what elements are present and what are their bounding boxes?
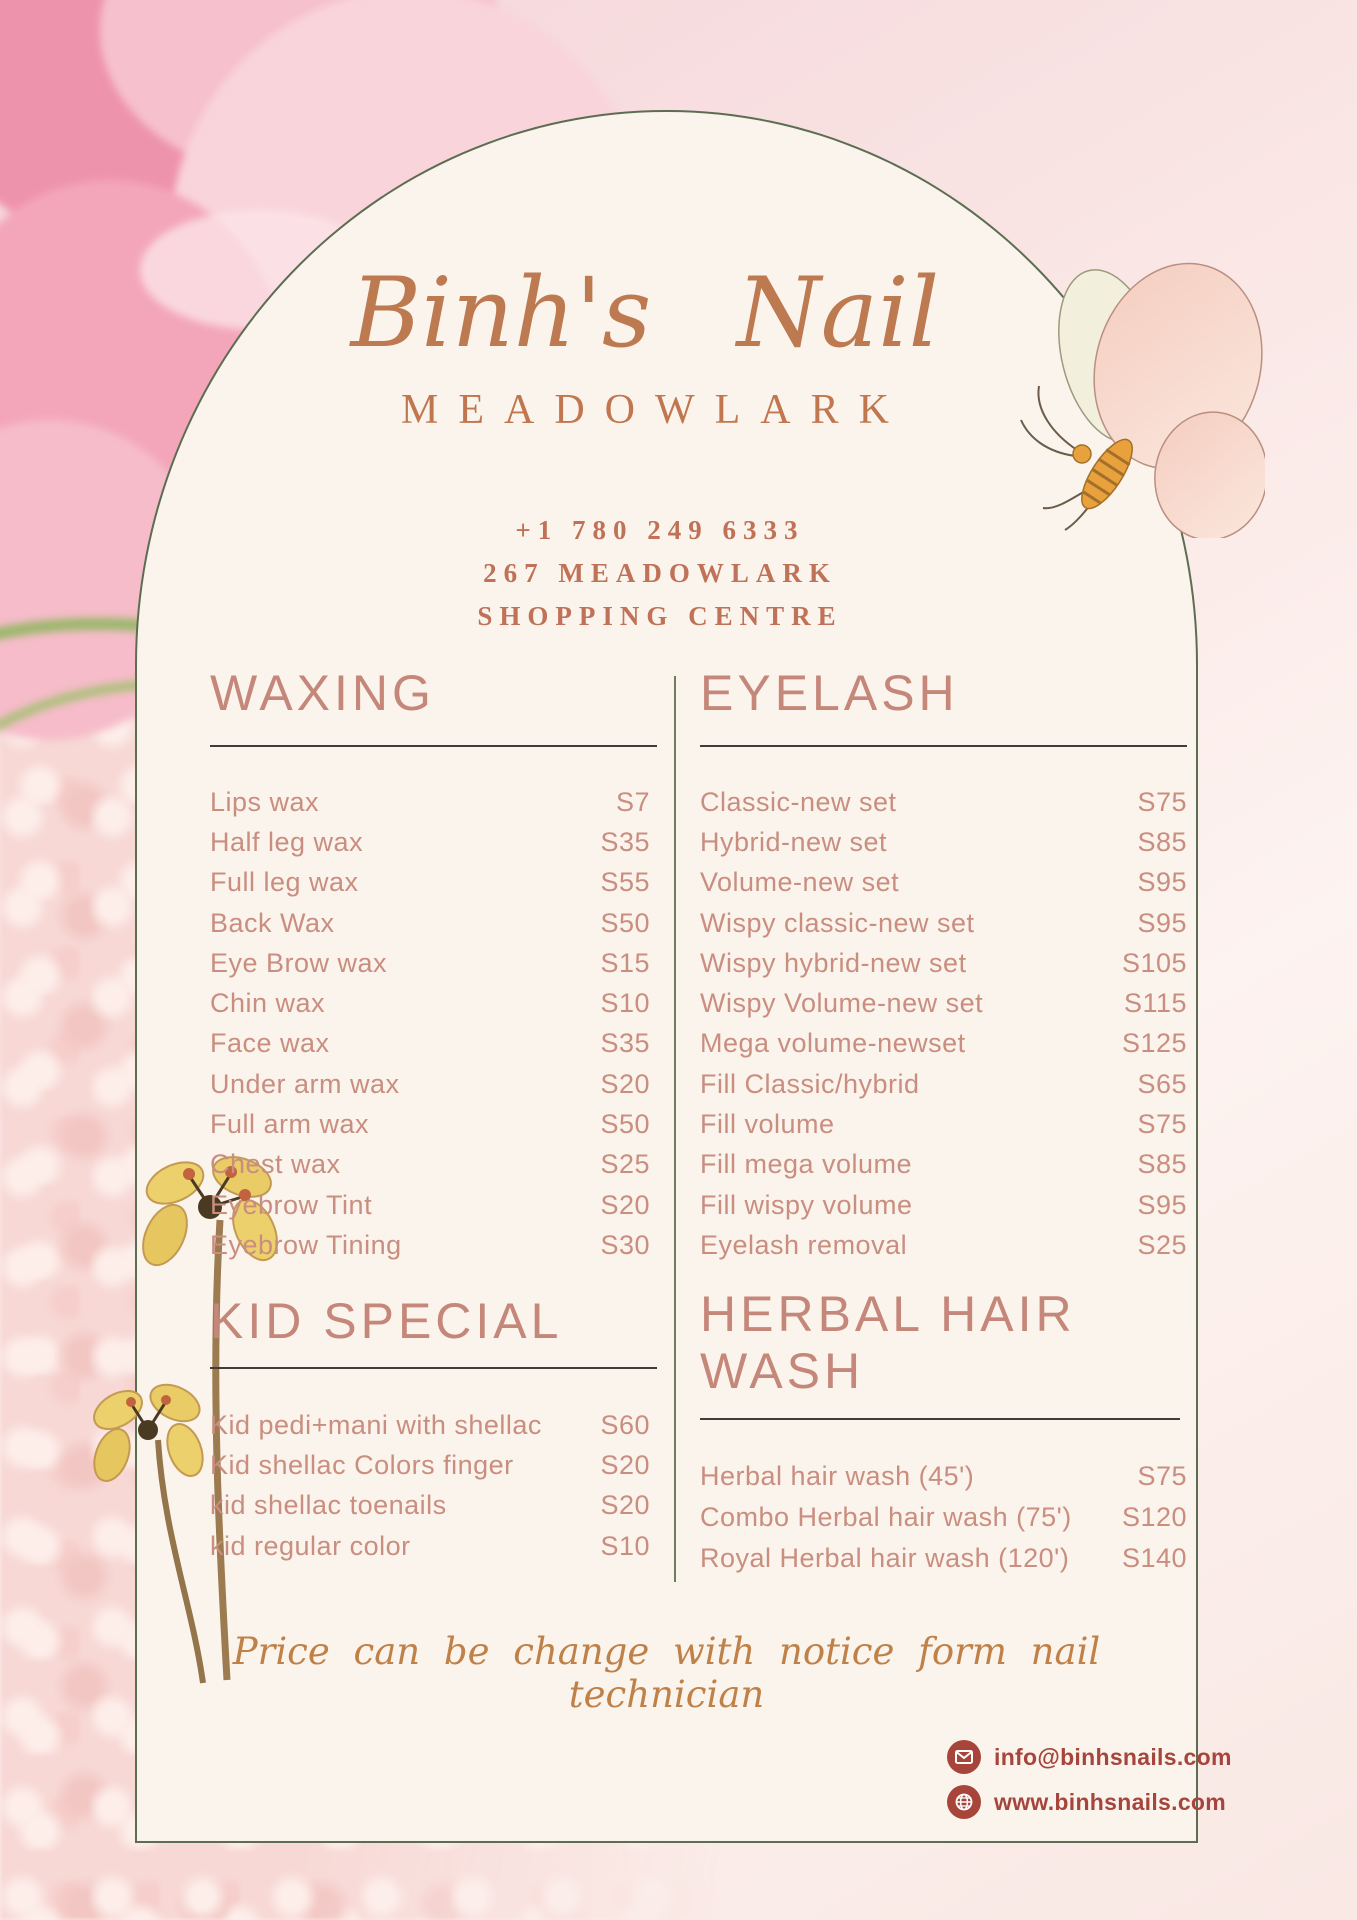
waxing-list <box>210 782 650 1266</box>
menu-item-label: kid regular color <box>210 1530 411 1561</box>
kid-special-list <box>210 1405 650 1566</box>
address-line-2: SHOPPING CENTRE <box>477 601 843 631</box>
menu-item-price: S75 <box>1137 1461 1187 1491</box>
menu-item <box>700 1064 1187 1104</box>
menu-item <box>210 1024 650 1064</box>
menu-item <box>210 1486 650 1526</box>
brand-script-title: Binh's Nail <box>350 257 940 369</box>
menu-item-price: S20 <box>600 1068 650 1099</box>
menu-item <box>700 1185 1187 1225</box>
rule-eyelash <box>700 745 1187 747</box>
menu-item-label: Back Wax <box>210 907 335 938</box>
menu-item <box>210 1526 650 1566</box>
menu-item <box>700 863 1187 903</box>
menu-item-label: Wispy classic-new set <box>700 907 975 938</box>
envelope-icon <box>947 1740 981 1774</box>
menu-item-label: Fill Classic/hybrid <box>700 1068 920 1099</box>
menu-item-price: S7 <box>615 786 650 817</box>
menu-item-label: Classic-new set <box>700 786 897 817</box>
menu-item-price: S95 <box>1137 907 1187 938</box>
price-disclaimer-note: Price can be change with notice form nail technician <box>232 1630 1101 1716</box>
menu-item-price: S95 <box>1137 1189 1187 1220</box>
menu-item <box>700 903 1187 943</box>
menu-item <box>700 983 1187 1023</box>
menu-item <box>210 1445 650 1485</box>
herbal-title-line1: HERBAL HAIR <box>700 1286 1076 1342</box>
menu-item-price: S75 <box>1137 786 1187 817</box>
menu-item <box>210 1104 650 1144</box>
eyelash-list <box>700 782 1187 1266</box>
menu-item-price: S35 <box>600 1028 650 1059</box>
menu-item-label: Mega volume-newset <box>700 1028 966 1059</box>
menu-item-label: Full arm wax <box>210 1109 370 1140</box>
phone-number: +1 780 249 6333 <box>515 515 805 545</box>
menu-item-price: S115 <box>1123 988 1187 1019</box>
menu-item-label: Under arm wax <box>210 1068 400 1099</box>
menu-item-price: S105 <box>1121 947 1187 978</box>
menu-item-price: S30 <box>600 1229 650 1260</box>
menu-item-label: Wispy hybrid-new set <box>700 947 967 978</box>
menu-item <box>210 983 650 1023</box>
section-title-kid-special: KID SPECIAL <box>210 1293 563 1349</box>
menu-item-price: S10 <box>600 988 650 1019</box>
menu-item-label: Eye Brow wax <box>210 947 388 978</box>
menu-item <box>210 863 650 903</box>
menu-item <box>700 943 1187 983</box>
menu-item-price: S60 <box>600 1409 650 1440</box>
menu-item <box>700 1538 1187 1579</box>
footer-contact-block <box>947 1740 1232 1819</box>
menu-item-label: Kid pedi+mani with shellac <box>210 1409 542 1440</box>
menu-item-price: S95 <box>1137 867 1187 898</box>
herbal-list <box>700 1456 1187 1579</box>
menu-item-price: S65 <box>1137 1068 1187 1099</box>
menu-item <box>210 1405 650 1445</box>
menu-item <box>210 903 650 943</box>
menu-item-label: Face wax <box>210 1028 330 1059</box>
menu-item-label: Fill wispy volume <box>700 1189 913 1220</box>
email-row[interactable] <box>947 1740 1232 1774</box>
menu-item <box>210 782 650 822</box>
menu-item-label: Royal Herbal hair wash (120') <box>700 1543 1070 1573</box>
column-divider <box>674 676 676 1582</box>
menu-item-label: Half leg wax <box>210 826 364 857</box>
flower-bottom <box>87 1378 209 1486</box>
menu-item <box>700 822 1187 862</box>
menu-item-label: Chin wax <box>210 988 326 1019</box>
menu-item <box>210 943 650 983</box>
menu-item-price: S85 <box>1137 826 1187 857</box>
menu-item-price: S85 <box>1137 1149 1187 1180</box>
menu-item-price: S15 <box>600 947 650 978</box>
menu-item <box>210 1185 650 1225</box>
menu-item <box>700 1497 1187 1538</box>
menu-item-price: S120 <box>1121 1502 1187 1532</box>
website-row[interactable] <box>947 1785 1232 1819</box>
rule-herbal <box>700 1418 1180 1420</box>
menu-item-price: S35 <box>600 826 650 857</box>
menu-item-label: Combo Herbal hair wash (75') <box>700 1502 1072 1532</box>
menu-item <box>210 822 650 862</box>
rule-kid-special <box>210 1367 657 1369</box>
menu-item <box>210 1145 650 1185</box>
menu-item-label: Chest wax <box>210 1149 341 1180</box>
menu-item-label: Full leg wax <box>210 867 359 898</box>
menu-item-label: Fill volume <box>700 1109 835 1140</box>
menu-item-label: Wispy Volume-new set <box>700 988 984 1019</box>
menu-item-label: Eyebrow Tint <box>210 1189 373 1220</box>
menu-item-price: S25 <box>1137 1229 1187 1260</box>
menu-item <box>700 1456 1187 1497</box>
menu-item-price: S10 <box>600 1530 650 1561</box>
menu-item-price: S25 <box>600 1149 650 1180</box>
menu-item-price: S50 <box>600 1109 650 1140</box>
globe-icon <box>947 1785 981 1819</box>
email-address: info@binhsnails.com <box>994 1743 1232 1770</box>
menu-item-price: S20 <box>600 1449 650 1480</box>
section-title-herbal-hair-wash <box>700 1286 1076 1400</box>
menu-item <box>210 1064 650 1104</box>
herbal-title-line2: WASH <box>700 1343 865 1399</box>
rule-waxing <box>210 745 657 747</box>
menu-item <box>700 1225 1187 1265</box>
header-contact-block <box>135 509 1185 638</box>
menu-item-label: Herbal hair wash (45') <box>700 1461 975 1491</box>
menu-item-label: Lips wax <box>210 786 320 817</box>
address-line-1: 267 MEADOWLARK <box>483 558 837 588</box>
section-title-eyelash: EYELASH <box>700 665 959 721</box>
brand-subtitle: MEADOWLARK <box>401 387 909 433</box>
menu-item-price: S125 <box>1121 1028 1187 1059</box>
menu-item <box>210 1225 650 1265</box>
menu-item-label: Hybrid-new set <box>700 826 888 857</box>
menu-item-price: S20 <box>600 1189 650 1220</box>
menu-item <box>700 1024 1187 1064</box>
menu-item-label: Kid shellac Colors finger <box>210 1449 514 1480</box>
menu-item-price: S75 <box>1137 1109 1187 1140</box>
menu-item-label: kid shellac toenails <box>210 1490 447 1521</box>
menu-item-price: S20 <box>600 1490 650 1521</box>
menu-item <box>700 782 1187 822</box>
menu-item-label: Eyelash removal <box>700 1229 908 1260</box>
menu-item-label: Volume-new set <box>700 867 900 898</box>
menu-item-price: S140 <box>1121 1543 1187 1573</box>
website-url: www.binhsnails.com <box>994 1788 1227 1815</box>
menu-item <box>700 1104 1187 1144</box>
menu-item-label: Fill mega volume <box>700 1149 913 1180</box>
menu-item <box>700 1145 1187 1185</box>
menu-item-price: S55 <box>600 867 650 898</box>
section-title-waxing: WAXING <box>210 665 435 721</box>
menu-item-label: Eyebrow Tining <box>210 1229 402 1260</box>
menu-item-price: S50 <box>600 907 650 938</box>
